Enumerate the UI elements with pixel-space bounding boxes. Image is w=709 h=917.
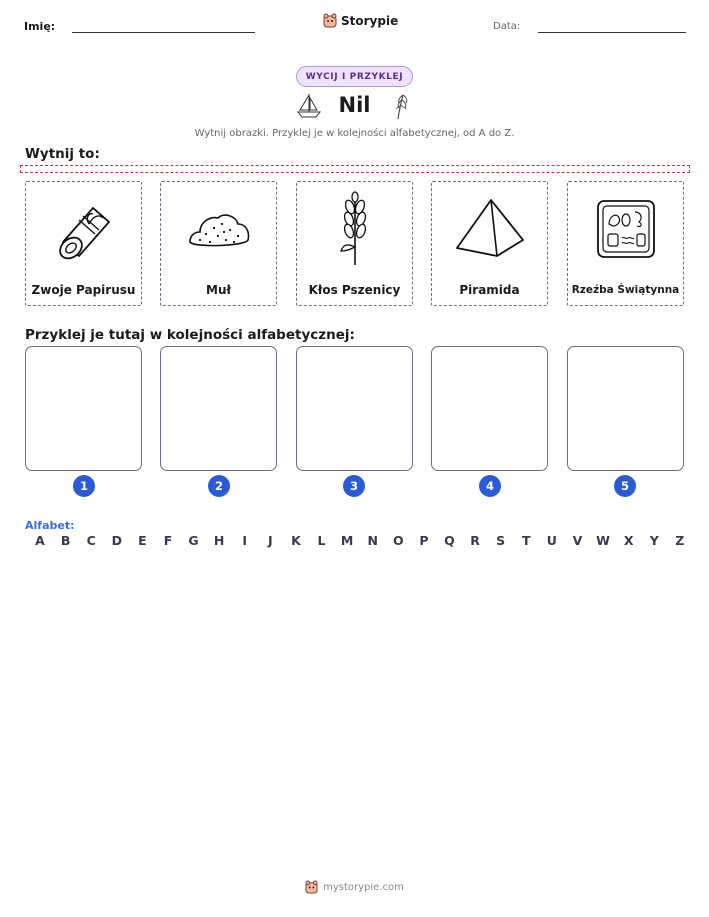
alphabet-letter: K [291,533,301,548]
alphabet-letter: O [392,533,404,548]
storypie-mascot-icon [305,880,318,894]
paste-box-3[interactable] [296,346,413,471]
footer [0,880,709,894]
alphabet-letter: W [596,533,610,548]
alphabet-letter: Q [444,533,455,548]
alphabet-letter: I [242,533,248,548]
alphabet-letter: S [496,533,506,548]
alphabet-letter: G [188,533,199,548]
brand-logo [323,13,398,28]
card-label: Kłos Pszenicy [308,283,401,297]
order-number-5: 5 [614,475,636,497]
alphabet-letter: P [419,533,429,548]
alphabet-letter: B [60,533,71,548]
alphabet-letter: Y [649,533,659,548]
alphabet-label: Alfabet: [25,519,75,532]
brand-name: Storypie [341,13,399,28]
silt-pile-icon [161,188,276,270]
alphabet-letter: U [546,533,557,548]
papyrus-scroll-icon [26,188,141,270]
card-label: Piramida [459,283,520,297]
cut-card-silt[interactable] [160,181,277,306]
alphabet-letter: E [138,533,147,548]
alphabet-letter: H [213,533,225,548]
name-field-line[interactable] [72,32,255,33]
page-title: Nil [338,93,371,117]
cut-card-pyramid[interactable] [431,181,548,306]
alphabet-letter: N [367,533,378,548]
alphabet-letter: V [572,533,583,548]
name-label: Imię: [24,20,56,33]
alphabet-letter: L [317,533,326,548]
paste-box-2[interactable] [160,346,277,471]
alphabet-letter: F [163,533,173,548]
order-number-2: 2 [208,475,230,497]
cut-card-wheat[interactable] [296,181,413,306]
alphabet-letter: T [522,533,531,548]
alphabet-letter: C [86,533,96,548]
storypie-mascot-icon [323,13,337,28]
activity-badge: WYCIJ I PRZYKLEJ [296,66,413,87]
cut-card-temple-carving[interactable] [567,181,684,306]
order-number-1: 1 [73,475,95,497]
alphabet-letter: Z [675,533,685,548]
cut-section-heading: Wytnij to: [25,146,100,162]
paste-section-heading: Przyklej je tutaj w kolejności alfabetycznej: [25,327,355,343]
cut-line [20,165,690,173]
alphabet-letter: J [268,533,273,548]
paste-box-4[interactable] [431,346,548,471]
footer-url[interactable]: mystorypie.com [323,881,404,893]
alphabet-letter: D [111,533,122,548]
papyrus-plant-icon [390,91,412,125]
date-field-line[interactable] [538,32,686,33]
pyramid-icon [432,188,547,270]
temple-carving-icon [568,188,683,270]
date-label: Data: [493,21,521,32]
alphabet-letter: M [340,533,354,548]
alphabet-letter: A [35,533,45,548]
paste-box-5[interactable] [567,346,684,471]
alphabet-letter: R [470,533,480,548]
instructions-text: Wytnij obrazki. Przyklej je w kolejności alfabetycznej, od A do Z. [194,128,515,139]
card-label: Zwoje Papirusu [31,283,136,297]
alphabet-row [30,533,690,548]
card-label: Muł [206,283,231,297]
card-label: Rzeźba Świątynna [571,284,680,296]
order-number-4: 4 [479,475,501,497]
cut-card-papyrus[interactable] [25,181,142,306]
alphabet-letter: X [623,533,634,548]
wheat-ear-icon [297,188,412,270]
paste-box-1[interactable] [25,346,142,471]
order-number-3: 3 [343,475,365,497]
